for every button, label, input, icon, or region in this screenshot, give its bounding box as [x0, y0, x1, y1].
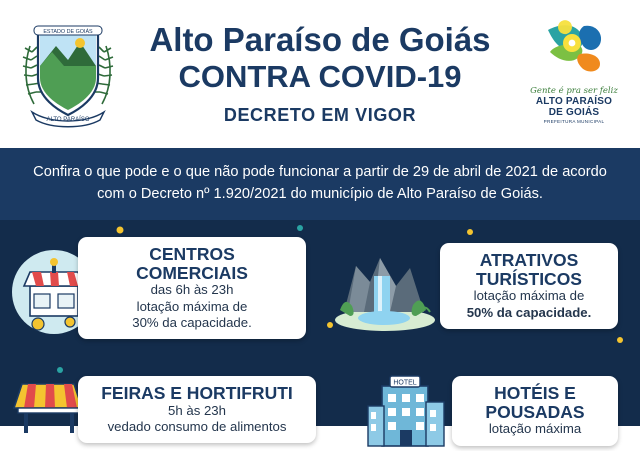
card-detail: 30% da capacidade. — [132, 314, 252, 330]
card-detail: 5h às 23h — [168, 402, 226, 418]
page-title: Alto Paraíso de Goiás — [149, 20, 491, 58]
hotel-building-icon — [352, 372, 460, 440]
flower-tourism-logo-icon — [522, 18, 626, 80]
card-detail: vedado consumo de alimentos — [107, 418, 287, 434]
card-atrativos-turisticos — [440, 243, 618, 329]
card-centros-comerciais — [78, 237, 306, 339]
card-feiras-hortifruti — [78, 376, 316, 443]
card-title-line1: ATRATIVOS — [479, 250, 579, 270]
card-detail: lotação máxima de — [473, 288, 585, 304]
logo-name-line1: ALTO PARAÍSO — [535, 96, 613, 107]
crest-band-text: ESTADO DE GOIÁS — [43, 29, 93, 36]
tourism-logo — [522, 18, 626, 130]
logo-script-text: Gente é pra ser feliz — [530, 86, 618, 96]
card-title-line2: POUSADAS — [485, 401, 585, 422]
logo-name-line2: DE GOIÁS — [548, 107, 600, 119]
card-title-line1: CENTROS — [149, 244, 235, 264]
cards-area — [0, 220, 640, 437]
card-hoteis-pousadas — [452, 376, 618, 446]
card-detail: lotação máxima — [488, 421, 582, 437]
page-subtitle: CONTRA COVID-19 — [178, 59, 462, 95]
decree-banner-text: Confira o que pode e o que não pode funcionar a partir de 29 de abril de 2021 de acordo com o Decreto nº 1.920/2021 do município de Alto Paraíso de Goiás. — [33, 164, 607, 202]
card-detail: lotação máxima de — [136, 298, 248, 314]
card-detail: 50% da capacidade. — [466, 304, 592, 320]
card-title-line2: TURÍSTICOS — [476, 268, 582, 289]
header — [0, 0, 640, 148]
card-detail: das 6h às 23h — [150, 282, 234, 298]
card-title-line2: COMERCIAIS — [136, 262, 248, 283]
coat-of-arms-icon — [16, 16, 120, 128]
page-tagline: DECRETO EM VIGOR — [223, 105, 417, 126]
decree-banner — [0, 148, 640, 220]
crest-motto-text: ALTO PARAÍSO — [46, 117, 90, 123]
header-title-block — [110, 22, 530, 126]
logo-subtitle: PREFEITURA MUNICIPAL — [543, 119, 605, 125]
card-title-line1: HOTÉIS E — [494, 383, 576, 403]
waterfall-icon — [330, 246, 440, 332]
card-title-line1: FEIRAS E HORTIFRUTI — [101, 383, 293, 403]
hotel-sign-text: HOTEL — [393, 379, 417, 387]
